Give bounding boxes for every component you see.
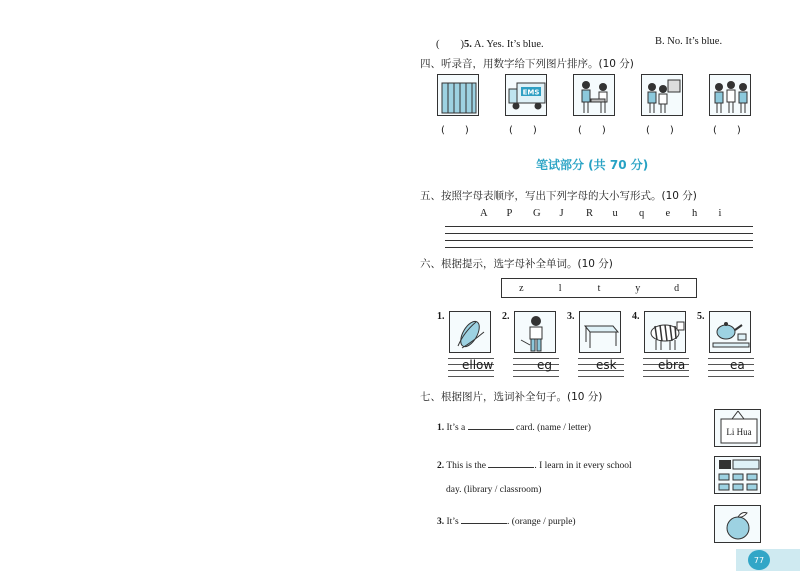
section7-sentence-3 xyxy=(437,517,576,527)
letter-item: q xyxy=(639,208,645,219)
letter-item: i xyxy=(718,208,722,219)
section6-picture-5 xyxy=(709,311,751,353)
writing-line[interactable] xyxy=(445,247,753,248)
card-text: Li Hua xyxy=(726,427,752,437)
writing-line[interactable] xyxy=(445,226,753,227)
sentence-after: . (orange / purple) xyxy=(507,517,576,527)
sentence-num: 1. xyxy=(437,423,445,433)
writing-line[interactable] xyxy=(445,240,753,241)
section7-sentence-1 xyxy=(437,423,591,433)
section4-picture-2 xyxy=(505,74,547,116)
section4-paren-3[interactable]: ( ) xyxy=(578,125,606,136)
letter-choice-box xyxy=(501,278,697,298)
ems-truck-icon xyxy=(506,75,547,116)
orange-icon xyxy=(715,506,761,543)
letter-item: A xyxy=(480,208,488,219)
q5-option-a: A. Yes. It’s blue. xyxy=(473,39,544,50)
letter-choice: y xyxy=(635,282,641,294)
section6-num-4: 4. xyxy=(632,311,640,322)
sentence-num: 2. xyxy=(437,461,445,471)
section4-paren-4[interactable]: ( ) xyxy=(646,125,674,136)
section6-word-2: eg xyxy=(537,358,552,372)
sentence-after: card. (name / letter) xyxy=(515,423,591,433)
letter-item: R xyxy=(586,208,594,219)
name-card-icon xyxy=(715,410,761,447)
boy-leg-icon xyxy=(515,312,556,353)
section6-word-4: ebra xyxy=(658,358,686,372)
section4-title: 四、听录音，用数字给下列图片排序。(10 分) xyxy=(420,58,634,70)
section6-num-5: 5. xyxy=(697,311,705,322)
section4-paren-1[interactable]: ( ) xyxy=(441,125,469,136)
section6-picture-4 xyxy=(644,311,686,353)
letter-item: J xyxy=(559,208,564,219)
section6-word-3: esk xyxy=(596,358,617,372)
letter-item: G xyxy=(533,208,541,219)
letter-item: u xyxy=(612,208,618,219)
letter-item: P xyxy=(506,208,513,219)
answer-blank[interactable] xyxy=(488,467,534,468)
section6-word-5: ea xyxy=(730,358,745,372)
q5-paren[interactable]: ( ) xyxy=(436,39,464,50)
writing-line[interactable] xyxy=(445,233,753,234)
answer-blank[interactable] xyxy=(461,523,507,524)
sentence-before: It’s xyxy=(446,517,459,527)
section4-paren-2[interactable]: ( ) xyxy=(509,125,537,136)
section7-sentence-2 xyxy=(437,461,632,471)
q5-option-b: B. No. It’s blue. xyxy=(655,36,723,47)
teapot-icon xyxy=(710,312,751,353)
section6-picture-2 xyxy=(514,311,556,353)
section6-picture-3 xyxy=(579,311,621,353)
section4-picture-4 xyxy=(641,74,683,116)
building-icon xyxy=(438,75,479,116)
q5-line xyxy=(436,36,544,51)
sentence-before: It’s a xyxy=(446,423,466,433)
section6-picture-1 xyxy=(449,311,491,353)
sentence-before: This is the xyxy=(446,461,486,471)
written-part-title: 笔试部分 (共 70 分) xyxy=(536,158,649,172)
section7-title: 七、根据图片，选词补全句子。(10 分) xyxy=(420,391,603,403)
section5-letters xyxy=(480,208,745,219)
letter-choice: l xyxy=(558,282,562,294)
sentence-after: . I learn in it every school xyxy=(534,461,632,471)
sentence-num: 3. xyxy=(437,517,445,527)
two-people-board-icon xyxy=(642,75,683,116)
section5-title: 五、按照字母表顺序，写出下列字母的大小写形式。(10 分) xyxy=(420,190,697,202)
section4-picture-3 xyxy=(573,74,615,116)
section6-num-1: 1. xyxy=(437,311,445,322)
letter-choice: t xyxy=(597,282,601,294)
section6-word-1: ellow xyxy=(462,358,494,372)
two-people-table-icon xyxy=(574,75,615,116)
section4-picture-5 xyxy=(709,74,751,116)
letter-choice: z xyxy=(519,282,524,294)
ems-label: EMS xyxy=(522,88,540,97)
letter-item: h xyxy=(692,208,698,219)
page-number: 77 xyxy=(748,550,770,570)
section7-picture-1 xyxy=(714,409,761,447)
section4-paren-5[interactable]: ( ) xyxy=(713,125,741,136)
section6-num-2: 2. xyxy=(502,311,510,322)
corn-icon xyxy=(450,312,491,353)
classroom-icon xyxy=(715,457,761,494)
section6-lines-2[interactable] xyxy=(513,356,559,378)
section7-sentence-2-line2: day. (library / classroom) xyxy=(446,485,542,495)
section7-picture-3 xyxy=(714,505,761,543)
q5-number: 5. xyxy=(464,39,472,50)
section7-picture-2 xyxy=(714,456,761,494)
desk-icon xyxy=(580,312,621,353)
zebra-icon xyxy=(645,312,686,353)
letter-item: e xyxy=(665,208,671,219)
section6-title: 六、根据提示，选字母补全单词。(10 分) xyxy=(420,258,613,270)
three-people-icon xyxy=(710,75,751,116)
letter-choice: d xyxy=(674,282,680,294)
answer-blank[interactable] xyxy=(468,429,514,430)
section4-picture-1 xyxy=(437,74,479,116)
section6-num-3: 3. xyxy=(567,311,575,322)
